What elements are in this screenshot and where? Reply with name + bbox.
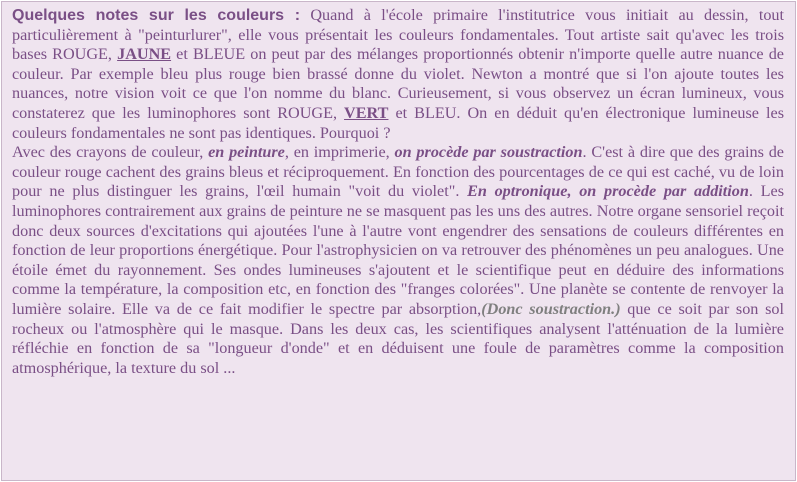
- expl-text-1: Avec des crayons de couleur,: [12, 143, 209, 162]
- intro-text-1: Quand à l'école primaire l'institutrice vous initiait au dessin, tout particulièrement à "peinturlurer", elle vous présentait les couleurs fondamentales. Tout artiste sait qu'avec les trois bases ROUGE,: [12, 6, 784, 64]
- paragraph-intro: [12, 6, 784, 143]
- expl-text-3: . C'est à dire que des grains de couleur rouge cachent des grains bleus et réciproquement. En fonction des pourcentages de ce qui est caché, vu de loin pour ne plus distinguer les grains, l'œil humain "voit du violet".: [12, 143, 784, 201]
- expl-text-2: , en imprimerie,: [284, 143, 395, 162]
- intro-text-2: et BLEUE on peut par des mélanges proportionnés obtenir n'importe quelle autre nuance de couleur. Par exemple bleu plus rouge bien brassé donne du violet. Newton a montré que si l'on ajoute toutes les nuances, notre vision voit ce que l'on nomme du blanc. Curieusement, si vous observez un écran lumineux, vous constaterez que les luminophores sont ROUGE,: [12, 45, 784, 122]
- color-notes-box: [1, 1, 796, 481]
- notes-heading: Quelques notes sur les couleurs :: [12, 7, 301, 24]
- en-peinture-emphasis: en peinture: [208, 143, 285, 162]
- vert-highlight: VERT: [344, 103, 389, 122]
- donc-soustraction-note: (Donc soustraction.): [481, 299, 621, 318]
- expl-text-5: que ce soit par son sol rocheux ou l'atmosphère qui le masque. Dans les deux cas, les scientifiques analysent l'atténuation de la lumière réfléchie en fonction de sa "longueur d'onde" et en déduisent une foule de paramètres comme la composition atmosphérique, la texture du sol ...: [12, 299, 784, 377]
- addition-emphasis: En optronique, on procède par addition: [467, 182, 749, 201]
- jaune-highlight: JAUNE: [117, 45, 172, 64]
- expl-text-4: . Les luminophores contrairement aux grains de peinture ne se masquent pas les uns des autres. Notre organe sensoriel reçoit donc deux sources d'excitations qui ajoutées l'une à l'autre vont engendrer des sensations de couleurs différentes en fonction de leur proportions énergétique. Pour l'astrophysicien on va retrouver des phénomènes un peu analogues. Une étoile émet du rayonnement. Ses ondes lumineuses s'ajoutent et le scientifique peut en déduire des informations comme la température, la composition etc, en fonction des "franges colorées". Une planète se contente de renvoyer la lumière solaire. Elle va de ce fait modifier le spectre par absorption,: [12, 182, 785, 318]
- paragraph-explanation: [12, 143, 784, 378]
- soustraction-emphasis: on procède par soustraction: [394, 143, 583, 162]
- intro-text-3: et BLEU. On en déduit qu'en électronique lumineuse les couleurs fondamentales ne sont pas identiques. Pourquoi ?: [12, 103, 784, 142]
